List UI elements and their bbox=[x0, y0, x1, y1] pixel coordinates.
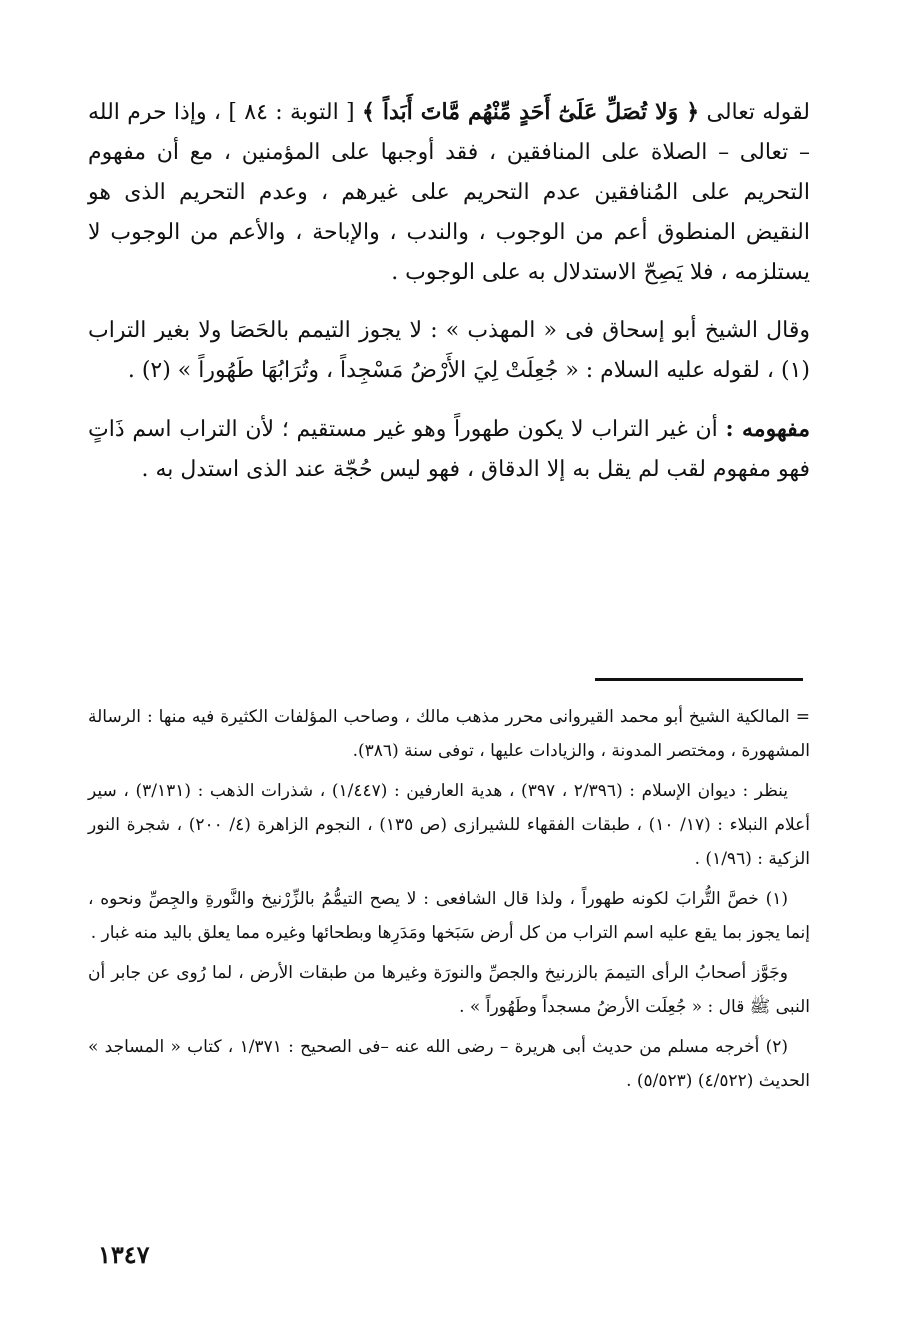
paragraph-3-body: أن غير التراب لا يكون طهوراً وهو غير مستقيم ؛ لأن التراب اسم ذَاتٍ فهو مفهوم لقب لم يقل به إلا الدقاق ، فهو ليس حُجّة عند الذى استدل به . bbox=[88, 417, 810, 482]
page-number: ١٣٤٧ bbox=[98, 1240, 150, 1269]
footnote-2: (٢) أخرجه مسلم من حديث أبى هريرة – رضى الله عنه –فى الصحيح : ١/٣٧١ ، كتاب « المساجد » الحديث (٤/٥٢٢) (٥/٥٢٣) . bbox=[88, 1037, 810, 1091]
mafhum-label: مفهومه : bbox=[725, 416, 810, 442]
quran-verse: ﴿ وَلا تُصَلِّ عَلَىٰٓ أَحَدٍ مِّنْهُم مَّاتَ أَبَداً ﴾ bbox=[362, 99, 700, 125]
footnote-references: ينظر : ديوان الإسلام : (٢/٣٩٦ ، ٣٩٧) ، هدية العارفين : (١/٤٤٧) ، شذرات الذهب : (٣/١٣١) ، سير أعلام النبلاء : (١٧/ ١٠) ، طبقات الفقهاء للشيرازى (ص ١٣٥) ، النجوم الزاهرة (٤/ ٢٠٠) ، شجرة النور الزكية : (١/٩٦) . bbox=[88, 781, 810, 869]
footnote-1: (١) خصَّ التُّرابَ لكونه طهوراً ، ولذا قال الشافعى : لا يصح التيمُّمُ بالزِّرْنيخ والنَّورةِ والجِصِّ ونحوه ، إنما يجوز بما يقع عليه اسم التراب من كل أرض سَبَخها ومَدَرِها وبطحائها وغيره مما يعلق باليد منه غبار . bbox=[88, 889, 810, 943]
main-text bbox=[88, 92, 810, 490]
paragraph-1-intro: لقوله تعالى bbox=[706, 100, 810, 125]
footnote-continuation: = المالكية الشيخ أبو محمد القيروانى محرر مذهب مالك ، وصاحب المؤلفات الكثيرة فيه منها : الرسالة المشهورة ، ومختصر المدونة ، والزيادات عليها ، توفى سنة (٣٨٦). bbox=[88, 707, 810, 761]
footnotes bbox=[88, 700, 810, 1104]
paragraph-1 bbox=[88, 92, 810, 293]
paragraph-2: وقال الشيخ أبو إسحاق فى « المهذب » : لا يجوز التيمم بالحَصَا ولا بغير التراب (١) ، لقوله عليه السلام : « جُعِلَتْ لِيَ الأَرْضُ مَسْجِداً ، وتُرَابُهَا طَهُوراً » (٢) . bbox=[88, 318, 810, 383]
footnote-separator bbox=[595, 678, 803, 681]
paragraph-1-body: [ التوبة : ٨٤ ] ، وإذا حرم الله – تعالى – الصلاة على المنافقين ، فقد أوجبها على المؤمنين ، مع أن مفهوم التحريم على المُنافقين عدم التحريم على غيرهم ، وعدم التحريم الذى هو النقيض المنطوق أعم من الوجوب ، والندب ، والإباحة ، والأعم من الوجوب لا يستلزمه ، فلا يَصِحّ الاستدلال به على الوجوب . bbox=[88, 100, 810, 285]
footnote-1-continued: وجَوَّز أصحابُ الرأى التيممَ بالزرنيخ والجصِّ والنورَة وغيرها من طبقات الأرض ، لما رُوى عن جابر أن النبى ﷺ قال : « جُعِلَت الأرضُ مسجداً وطَهُوراً » . bbox=[88, 963, 810, 1017]
paragraph-3 bbox=[88, 409, 810, 490]
